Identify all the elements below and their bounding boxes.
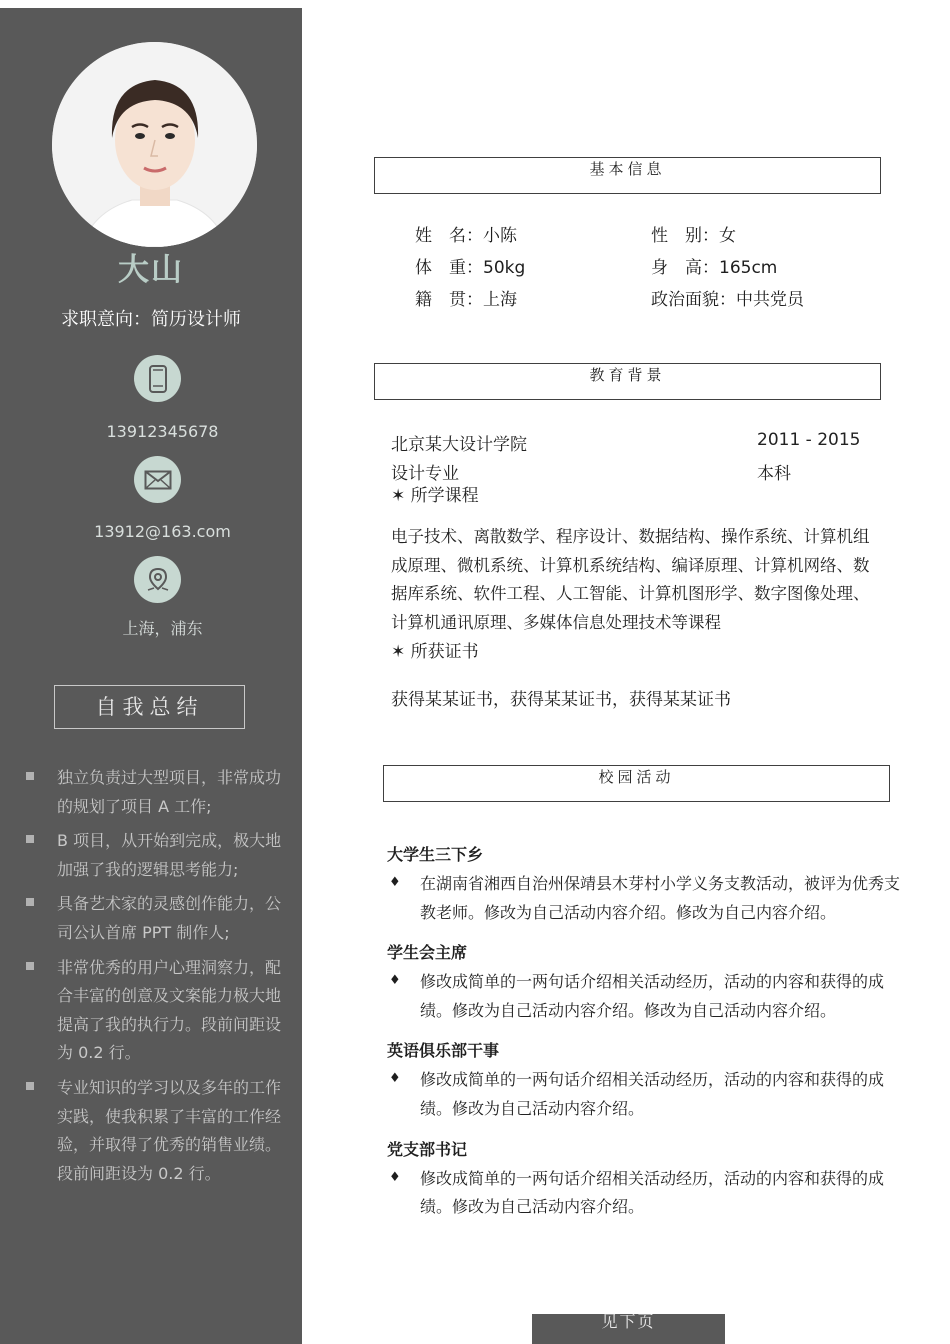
profile-photo (52, 42, 257, 247)
courses-heading: ✶ 所学课程 (391, 486, 479, 506)
location-pin-icon (134, 556, 181, 603)
info-row (415, 253, 885, 285)
location-text: 上海，浦东 (122, 619, 203, 638)
summary-item: 非常优秀的用户心理洞察力，配合丰富的创意及文案能力极大地提高了我的执行力。段前间距设为 0.2 行。 (22, 954, 292, 1068)
certs-list: 获得某某证书，获得某某证书，获得某某证书 (391, 690, 731, 710)
square-bullet-icon (26, 835, 34, 843)
info-political-status: 政治面貌：中共党员 (651, 290, 804, 310)
courses-list: 电子技术、离散数学、程序设计、数据结构、操作系统、计算机组成原理、微机系统、计算机系统结构、编译原理、计算机网络、数据库系统、软件工程、人工智能、计算机图形学、数字图像处理、计算机通讯原理、多媒体信息处理技术等课程 (391, 527, 870, 632)
activity-item: ♦ 修改成简单的一两句话介绍相关活动经历，活动的内容和获得的成绩。修改为自己活动内容介绍。 (389, 1070, 885, 1118)
activity-item: ♦ 在湖南省湘西自治州保靖县木芽村小学义务支教活动，被评为优秀支教老师。修改为自己活动内容介绍。修改为自己内容介绍。 (389, 874, 901, 922)
school-name: 北京某大设计学院 (391, 435, 527, 455)
summary-list (22, 764, 292, 1194)
info-row (415, 285, 885, 317)
summary-item: B 项目，从开始到完成，极大地加强了我的逻辑思考能力; (22, 827, 292, 884)
activity-item: ♦ 修改成简单的一两句话介绍相关活动经历，活动的内容和获得的成绩。修改为自己活动内容介绍。 (389, 1168, 885, 1217)
info-height: 身 高：165cm (651, 258, 778, 278)
candidate-name: 大山 (118, 252, 184, 288)
next-page-label: 见下页 (532, 1314, 725, 1344)
education-years: 2011 - 2015 (757, 430, 861, 450)
email-address: 13912@163.com (94, 522, 231, 541)
phone-icon (134, 355, 181, 402)
summary-heading: 自我总结 (54, 685, 245, 729)
summary-item: 具备艺术家的灵感创作能力，公司公认首席 PPT 制作人; (22, 890, 292, 947)
activity-title: 学生会主席 (387, 943, 468, 963)
basic-info-heading: 基本信息 (374, 157, 881, 194)
basic-info-grid (415, 221, 885, 317)
droplet-bullet-icon: ♦ (389, 1071, 401, 1087)
square-bullet-icon (26, 898, 34, 906)
activities-list (387, 842, 907, 1235)
square-bullet-icon (26, 962, 34, 970)
info-weight: 体 重：50kg (415, 258, 526, 278)
square-bullet-icon (26, 1082, 34, 1090)
droplet-bullet-icon: ♦ (389, 875, 401, 890)
info-row (415, 221, 885, 253)
education-heading: 教育背景 (374, 363, 881, 400)
activity-title: 大学生三下乡 (387, 845, 484, 864)
activity-title: 英语俱乐部干事 (387, 1041, 500, 1061)
square-bullet-icon (26, 772, 34, 780)
info-gender: 性 别：女 (651, 226, 736, 246)
summary-item: 独立负责过大型项目，非常成功的规划了项目 A 工作; (22, 764, 292, 821)
droplet-bullet-icon: ♦ (389, 973, 401, 989)
info-hometown: 籍 贯：上海 (415, 290, 517, 310)
sidebar (0, 8, 302, 1344)
phone-number: 13912345678 (106, 422, 219, 441)
summary-item: 专业知识的学习以及多年的工作实践，使我积累了丰富的工作经验，并取得了优秀的销售业绩。段前间距设为 0.2 行。 (22, 1074, 292, 1188)
activity-title: 党支部书记 (387, 1139, 468, 1159)
job-intent: 求职意向：简历设计师 (61, 309, 241, 330)
portrait-illustration (52, 42, 257, 247)
info-name: 姓 名：小陈 (415, 226, 517, 246)
degree: 本科 (757, 464, 791, 484)
campus-heading: 校园活动 (383, 765, 890, 802)
certs-heading: ✶ 所获证书 (391, 642, 479, 662)
droplet-bullet-icon: ♦ (389, 1169, 401, 1185)
major: 设计专业 (391, 464, 459, 484)
mail-icon (134, 456, 181, 503)
activity-item: ♦ 修改成简单的一两句话介绍相关活动经历，活动的内容和获得的成绩。修改为自己活动内容介绍。修改为自己活动内容介绍。 (389, 972, 885, 1020)
